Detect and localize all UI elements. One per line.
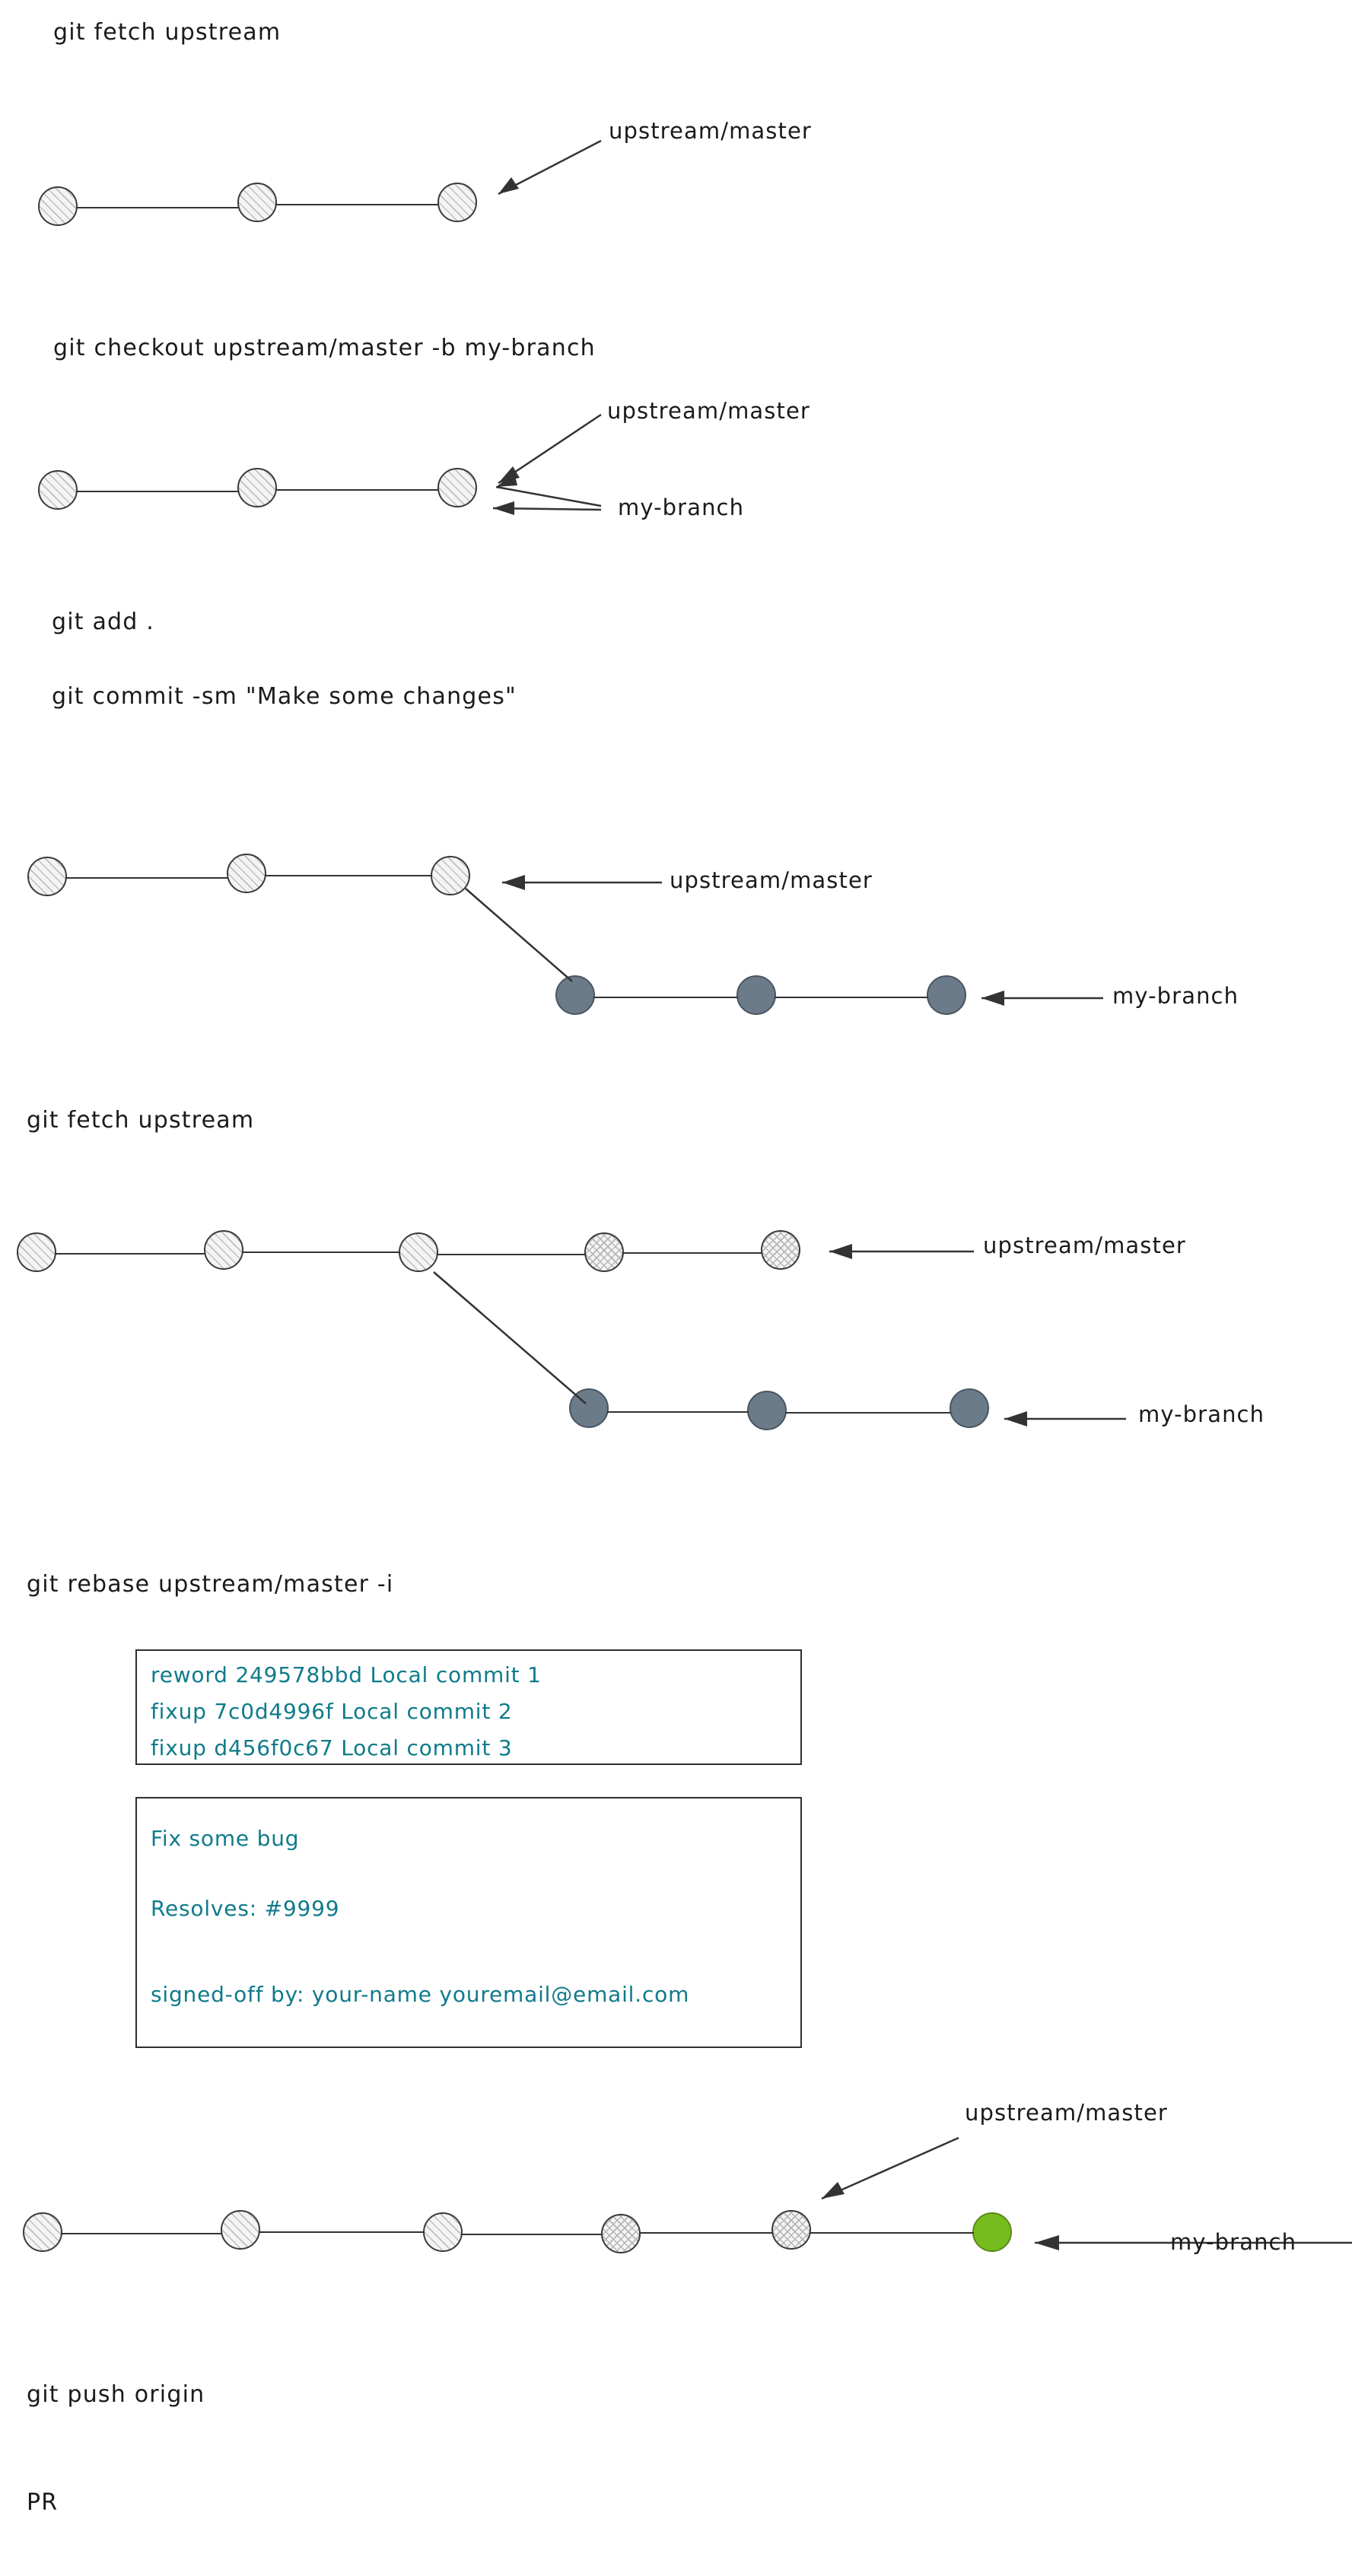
edge bbox=[76, 491, 239, 492]
command-fetch-upstream-1: git fetch upstream bbox=[53, 19, 282, 46]
commit-message-line: signed-off by: your-name youremail@email.com bbox=[151, 1982, 690, 2007]
commit-node bbox=[437, 183, 477, 222]
edge bbox=[785, 1412, 951, 1414]
label-pr: PR bbox=[27, 2489, 59, 2516]
rebase-todo-line: fixup d456f0c67 Local commit 3 bbox=[151, 1735, 513, 1760]
commit-node bbox=[38, 186, 78, 226]
edge bbox=[242, 1251, 400, 1253]
edge bbox=[461, 2234, 603, 2235]
edge bbox=[775, 997, 928, 998]
edge bbox=[593, 997, 738, 998]
edge bbox=[639, 2232, 773, 2234]
upstream-commit-node bbox=[771, 2210, 811, 2250]
label-upstream-master: upstream/master bbox=[607, 398, 810, 424]
commit-node bbox=[221, 2210, 260, 2250]
edge bbox=[55, 1253, 205, 1255]
local-commit-node bbox=[569, 1388, 609, 1428]
command-git-commit: git commit -sm "Make some changes" bbox=[52, 683, 517, 710]
commit-message-line: Resolves: #9999 bbox=[151, 1896, 340, 1921]
edge bbox=[65, 877, 228, 879]
commit-node bbox=[227, 854, 266, 893]
command-fetch-upstream-2: git fetch upstream bbox=[27, 1107, 255, 1134]
edge bbox=[622, 1252, 762, 1254]
label-upstream-master: upstream/master bbox=[609, 118, 812, 144]
edge bbox=[437, 1254, 586, 1255]
local-commit-node bbox=[950, 1388, 989, 1428]
rebase-todo-line: fixup 7c0d4996f Local commit 2 bbox=[151, 1699, 513, 1724]
squashed-commit-node bbox=[972, 2212, 1012, 2252]
upstream-commit-node bbox=[601, 2214, 641, 2253]
commit-node bbox=[399, 1232, 438, 1272]
local-commit-node bbox=[927, 975, 966, 1015]
label-my-branch: my-branch bbox=[618, 495, 745, 520]
edge bbox=[265, 875, 432, 876]
commit-message-line: Fix some bug bbox=[151, 1826, 300, 1851]
upstream-commit-node bbox=[584, 1232, 624, 1272]
upstream-commit-node bbox=[761, 1230, 800, 1270]
local-commit-node bbox=[736, 975, 776, 1015]
label-my-branch: my-branch bbox=[1170, 2229, 1297, 2255]
commit-node bbox=[23, 2212, 62, 2252]
command-git-add: git add . bbox=[52, 609, 155, 635]
local-commit-node bbox=[747, 1391, 787, 1430]
local-commit-node bbox=[555, 975, 595, 1015]
label-my-branch: my-branch bbox=[1138, 1401, 1265, 1427]
commit-node bbox=[237, 468, 277, 507]
edge bbox=[275, 489, 439, 491]
commit-node bbox=[27, 857, 67, 896]
label-upstream-master: upstream/master bbox=[965, 2100, 1168, 2126]
rebase-todo-line: reword 249578bbd Local commit 1 bbox=[151, 1662, 542, 1687]
commit-node bbox=[431, 856, 470, 895]
commit-node bbox=[17, 1232, 56, 1272]
edge bbox=[76, 207, 239, 208]
edge bbox=[810, 2232, 974, 2234]
label-upstream-master: upstream/master bbox=[983, 1232, 1186, 1258]
commit-node bbox=[204, 1230, 243, 1270]
commit-node bbox=[237, 183, 277, 222]
edge bbox=[607, 1411, 749, 1413]
edge bbox=[259, 2231, 425, 2233]
edge bbox=[61, 2233, 222, 2234]
label-my-branch: my-branch bbox=[1112, 983, 1239, 1009]
commit-node bbox=[38, 470, 78, 510]
command-push-origin: git push origin bbox=[27, 2381, 205, 2408]
commit-node bbox=[423, 2212, 463, 2252]
label-upstream-master: upstream/master bbox=[670, 867, 873, 893]
command-checkout-branch: git checkout upstream/master -b my-branch bbox=[53, 335, 596, 361]
commit-node bbox=[437, 468, 477, 507]
command-rebase-interactive: git rebase upstream/master -i bbox=[27, 1571, 394, 1598]
edge bbox=[275, 204, 439, 205]
